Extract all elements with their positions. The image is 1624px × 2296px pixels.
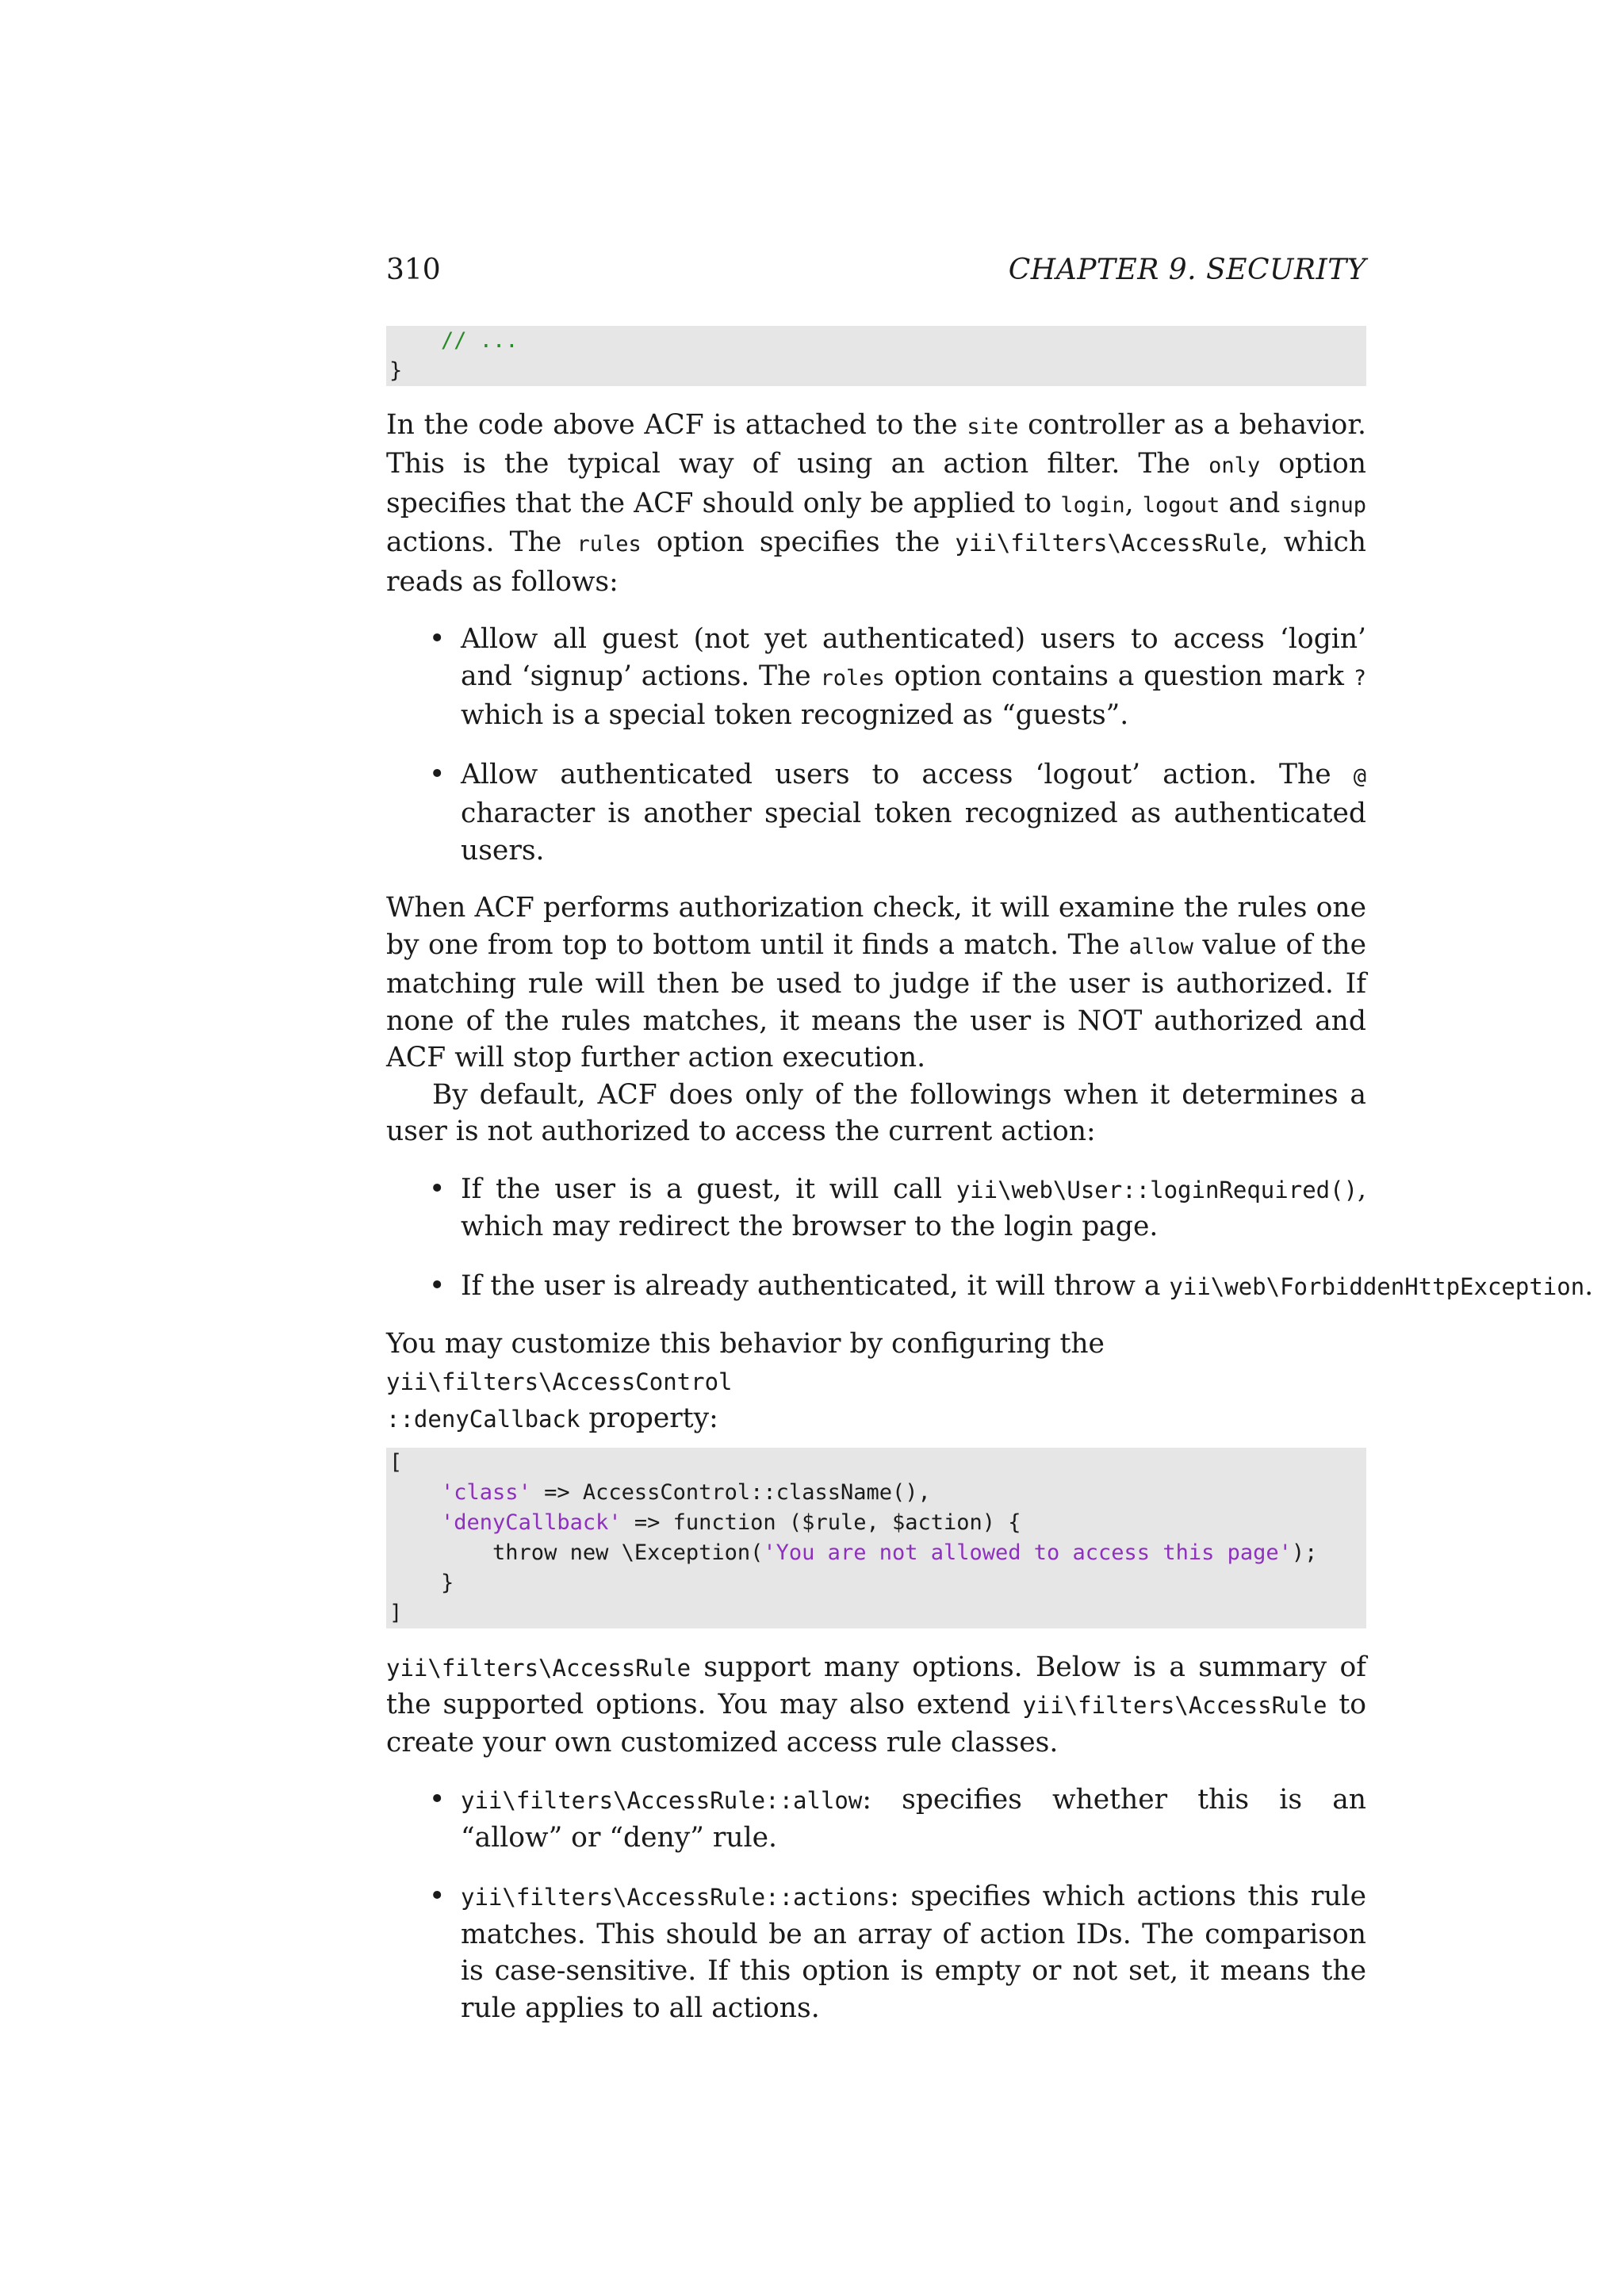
- list-item: • yii\filters\AccessRule::actions: specifies which actions this rule matches. This should be an array of action IDs. The comparison is case-sensitive. If this option is empty or not set, it means the rule applies to all actions.: [461, 1878, 1366, 2026]
- list-item: • If the user is a guest, it will call yii\web\User::loginRequired(), which may redirect the browser to the login page.: [461, 1171, 1366, 1246]
- paragraph-authorization-check: When ACF performs authorization check, it will examine the rules one by one from top to bottom until it finds a match. The allow value of the matching rule will then be used to judge if the user is authorized. If none of the rules matches, it means the user is NOT authorized and ACF will stop further action execution.: [386, 892, 1367, 1073]
- page: [386, 252, 1594, 2026]
- code-block-top: [386, 326, 1366, 386]
- bullet-icon: •: [429, 1269, 446, 1302]
- code-close-brace: }: [389, 358, 403, 383]
- bullet-icon: •: [429, 758, 446, 790]
- page-number: 310: [386, 254, 441, 286]
- rules-list: [386, 621, 1366, 869]
- list-item: • If the user is already authenticated, it will throw a yii\web\ForbiddenHttpException.: [461, 1268, 1366, 1306]
- bullet-icon: •: [429, 623, 446, 655]
- chapter-title: CHAPTER 9. SECURITY: [1008, 254, 1366, 286]
- code-comment: // ...: [389, 327, 519, 353]
- paragraph-customize: You may customize this behavior by configuring the yii\filters\AccessControl ::denyCallback property:: [386, 1328, 1105, 1434]
- list-item: • Allow all guest (not yet authenticated) users to access ‘login’ and ‘signup’ actions. The roles option contains a question mark ? which is a special token recognized as “guests”.: [461, 621, 1366, 734]
- bullet-icon: •: [429, 1784, 446, 1816]
- paragraph-default-behavior: By default, ACF does only of the followings when it determines a user is not authorized to access the current action:: [386, 1078, 1366, 1147]
- default-actions-list: [386, 1171, 1594, 1306]
- bullet-icon: •: [429, 1881, 446, 1912]
- code-block-deny-callback: [ 'class' => AccessControl::className(), 'denyCallback' => function ($rule, $action) { throw new \Exception('You are not allowed to access this page'); } ]: [386, 1448, 1366, 1628]
- paragraph-accessrule-options: yii\filters\AccessRule support many options. Below is a summary of the supported options. You may also extend yii\filters\AccessRule to create your own customized access rule classes.: [386, 1651, 1366, 1758]
- page-header: [386, 252, 1366, 289]
- paragraph-acf-attached: In the code above ACF is attached to the site controller as a behavior. This is the typical way of using an action filter. The only option specifies that the ACF should only be applied to login, logout and signup actions. The rules option specifies the yii\filters\AccessRule, which reads as follows:: [386, 408, 1367, 598]
- list-item: • Allow authenticated users to access ‘logout’ action. The @ character is another special token recognized as authenticated users.: [461, 756, 1366, 870]
- list-item: • yii\filters\AccessRule::allow: specifies whether this is an “allow” or “deny” rule.: [461, 1781, 1366, 1856]
- bullet-icon: •: [429, 1173, 446, 1205]
- options-list: [386, 1781, 1366, 2026]
